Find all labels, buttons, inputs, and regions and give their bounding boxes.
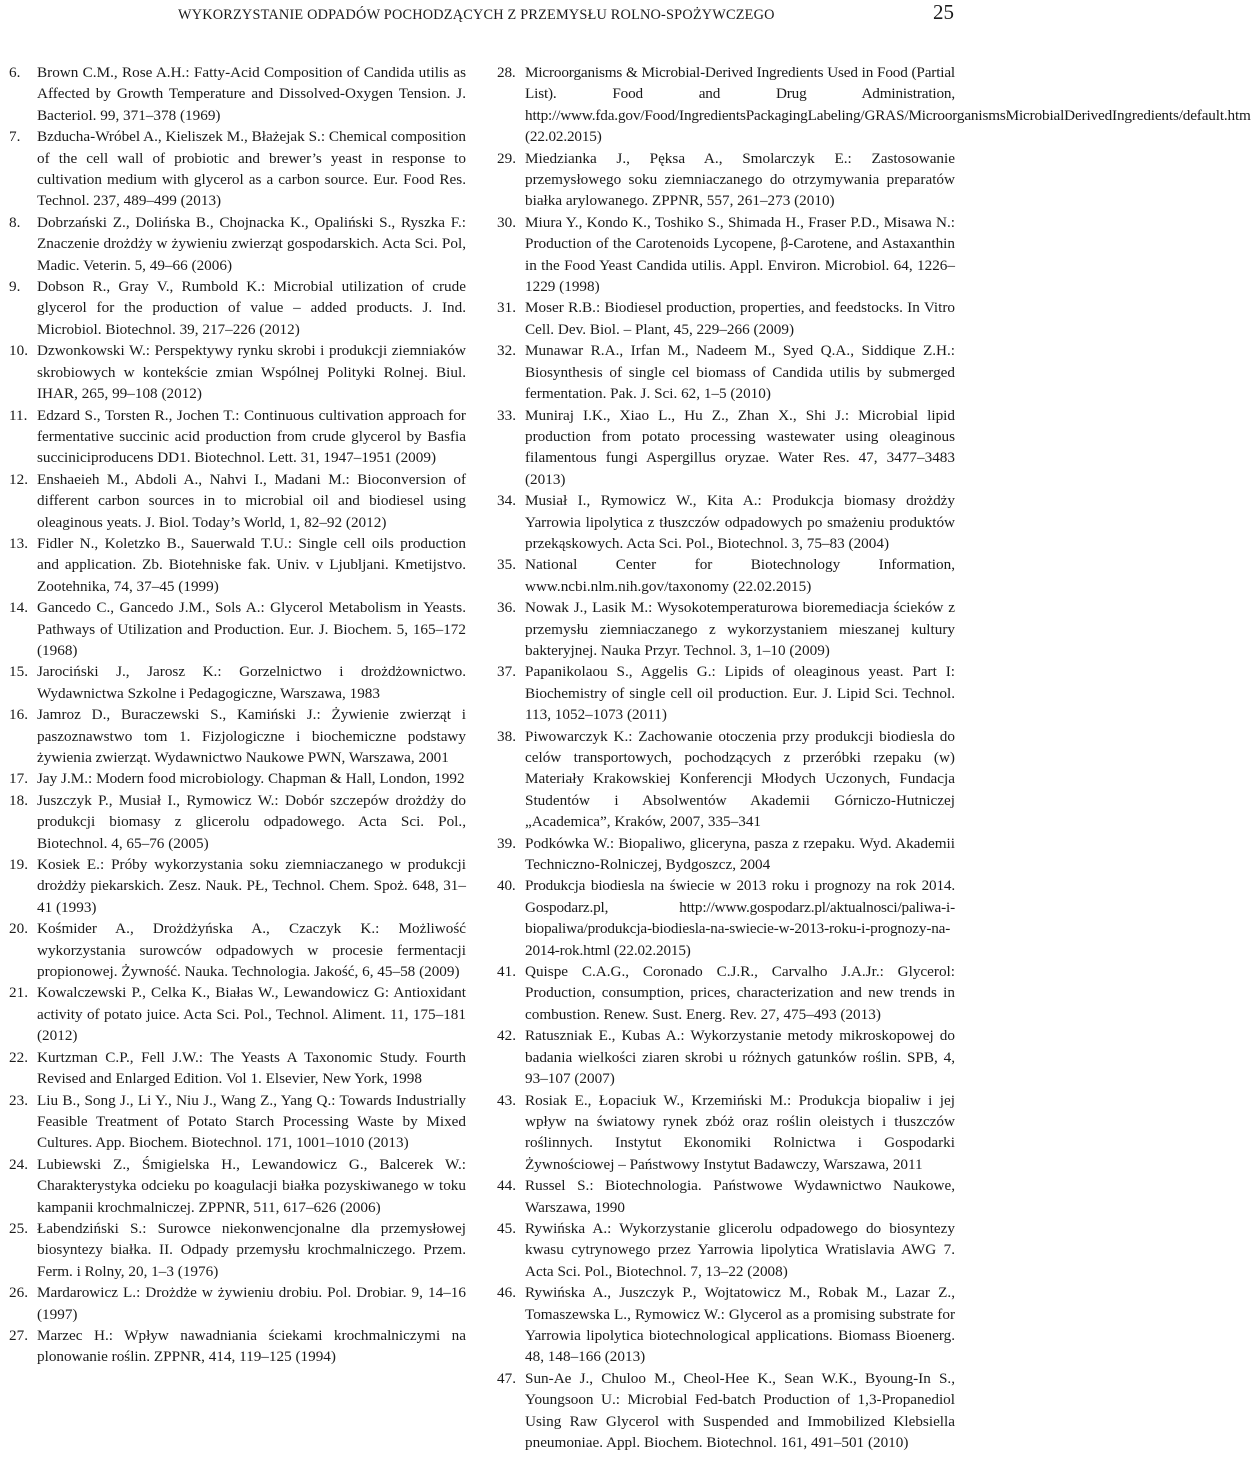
reference-item <box>497 875 955 961</box>
reference-number: 42. <box>497 1027 516 1045</box>
reference-text: Sun-Ae J., Chuloo M., Cheol-Hee K., Sean W.K., Byoung-In S., Youngsoon U.: Microbial Fed-batch Production of 1,3-Propanediol Using Raw Glycerol with Suspended and Immobilized Klebsiella pneumoniae. Appl. Biochem. Biotechnol. 161, 491–501 (2010) <box>525 1369 955 1451</box>
reference-text: Dobson R., Gray V., Rumbold K.: Microbial utilization of crude glycerol for the production of value – added products. J. Ind. Microbiol. Biotechnol. 39, 217–226 (2012) <box>37 278 466 338</box>
reference-number: 16. <box>9 706 28 724</box>
reference-text: Lubiewski Z., Śmigielska H., Lewandowicz G., Balcerek W.: Charakterystyka odcieku po koagulacji białka pozyskiwanego w toku kampanii krochmalniczej. ZPPNR, 511, 617–626 (2006) <box>37 1155 466 1216</box>
reference-item <box>9 1282 466 1325</box>
reference-number: 35. <box>497 556 516 574</box>
reference-number: 21. <box>9 984 28 1002</box>
reference-number: 44. <box>497 1177 516 1195</box>
reference-item <box>497 1282 955 1368</box>
reference-item <box>497 961 955 1025</box>
reference-number: 14. <box>9 599 28 617</box>
reference-text: Muniraj I.K., Xiao L., Hu Z., Zhan X., Shi J.: Microbial lipid production from potato processing wastewater using oleaginous filamentous fungi Aspergillus oryzae. Water Res. 47, 3477–3483 (2013) <box>525 406 955 488</box>
reference-item <box>9 854 466 918</box>
reference-item <box>497 833 955 876</box>
reference-text: Kowalczewski P., Celka K., Białas W., Lewandowicz G: Antioxidant activity of potato juice. Acta Sci. Pol., Technol. Aliment. 11, 175–181 (2012) <box>37 984 466 1045</box>
reference-item <box>9 340 466 404</box>
reference-item <box>9 1047 466 1090</box>
reference-item <box>497 726 955 833</box>
reference-text: Rosiak E., Łopaciuk W., Krzemiński M.: Produkcja biopaliw i jej wpływ na światowy rynek zbóż oraz roślin oleistych i tłuszczów roślinnych. Instytut Ekonomiki Rolnictwa i Gospodarki Żywnościowej – Państwowy Instytut Badawczy, Warszawa, 2011 <box>525 1091 955 1173</box>
reference-number: 31. <box>497 299 516 317</box>
reference-text: Piwowarczyk K.: Zachowanie otoczenia przy produkcji biodiesla do celów transportowych, pochodzących z przeróbki rzepaku (w) Materiały Krakowskiej Konferencji Młodych Uczonych, Fundacja Studentów i Absolwentów Akademii Górniczo-Hutniczej „Academica”, Kraków, 2007, 335–341 <box>525 727 955 831</box>
reference-text: National Center for Biotechnology Information, www.ncbi.nlm.nih.gov/taxonomy (22.02.2015) <box>525 556 955 595</box>
running-header <box>0 0 960 42</box>
reference-item <box>9 469 466 533</box>
reference-item <box>497 340 955 404</box>
reference-item <box>9 1090 466 1154</box>
reference-item <box>497 297 955 340</box>
reference-text: Jamroz D., Buraczewski S., Kamiński J.: Żywienie zwierząt i paszoznawstwo tom 1. Fizjologiczne i biochemiczne podstawy żywienia zwierząt. Wydawnictwo Naukowe PWN, Warszawa, 2001 <box>37 706 466 766</box>
reference-number: 22. <box>9 1048 28 1066</box>
reference-number: 30. <box>497 213 516 231</box>
reference-text: Juszczyk P., Musiał I., Rymowicz W.: Dobór szczepów drożdży do produkcji biomasy z glicerolu odpadowego. Acta Sci. Pol., Biotechnol. 4, 65–76 (2005) <box>37 791 466 852</box>
reference-text: Fidler N., Koletzko B., Sauerwald T.U.: Single cell oils production and application. Zb. Biotehniske fak. Univ. v Ljubljani. Kmetijstvo. Zootehnika, 74, 37–45 (1999) <box>37 534 466 595</box>
reference-item <box>497 597 955 661</box>
reference-text: Kurtzman C.P., Fell J.W.: The Yeasts A Taxonomic Study. Fourth Revised and Enlarged Edition. Vol 1. Elsevier, New York, 1998 <box>37 1048 466 1088</box>
reference-number: 32. <box>497 342 516 360</box>
reference-number: 6. <box>9 64 21 81</box>
reference-text: Jarociński J., Jarosz K.: Gorzelnictwo i drożdżownictwo. Wydawnictwa Szkolne i Pedagogiczne, Warszawa, 1983 <box>37 663 466 702</box>
reference-number: 10. <box>9 342 28 360</box>
reference-number: 17. <box>9 770 28 788</box>
reference-item <box>9 1325 466 1368</box>
reference-item <box>497 148 955 212</box>
reference-text: Ratuszniak E., Kubas A.: Wykorzystanie metody mikroskopowej do badania wielkości ziaren skrobi u różnych gatunków roślin. SPB, 4, 93–107 (2007) <box>525 1027 955 1088</box>
reference-text: Quispe C.A.G., Coronado C.J.R., Carvalho J.A.Jr.: Glycerol: Production, consumption, prices, characterization and new trends in combustion. Renew. Sust. Energ. Rev. 27, 475–493 (2013) <box>525 963 955 1023</box>
reference-text: Miura Y., Kondo K., Toshiko S., Shimada H., Fraser P.D., Misawa N.: Production of the Carotenoids Lycopene, β-Carotene, and Astaxanthin in the Food Yeast Candida utilis. Appl. Environ. Microbiol. 64, 1226–1229 (1998) <box>525 213 955 296</box>
reference-number: 34. <box>497 492 516 510</box>
reference-item <box>497 405 955 491</box>
reference-text: Russel S.: Biotechnologia. Państwowe Wydawnictwo Naukowe, Warszawa, 1990 <box>525 1177 955 1216</box>
reference-number: 36. <box>497 599 516 617</box>
reference-number: 19. <box>9 856 28 874</box>
reference-number: 45. <box>497 1219 516 1237</box>
reference-number: 38. <box>497 727 516 745</box>
reference-text: Papanikolaou S., Aggelis G.: Lipids of oleaginous yeast. Part I: Biochemistry of single cell oil production. Eur. J. Lipid Sci. Technol. 113, 1052–1073 (2011) <box>525 663 955 724</box>
reference-item <box>9 661 466 704</box>
reference-text: Dzwonkowski W.: Perspektywy rynku skrobi i produkcji ziemniaków skrobiowych w kontekście zmian Wspólnej Polityki Rolnej. Biul. IHAR, 265, 99–108 (2012) <box>37 342 466 403</box>
reference-number: 29. <box>497 149 516 167</box>
reference-number: 15. <box>9 663 28 681</box>
reference-item <box>9 790 466 854</box>
reference-number: 39. <box>497 834 516 852</box>
reference-text: Łabendziński S.: Surowce niekonwencjonalne dla przemysłowej biosyntezy białka. II. Odpady przemysłu krochmalniczego. Przem. Ferm. i Rolny, 20, 1–3 (1976) <box>37 1219 466 1280</box>
reference-item <box>497 1175 955 1218</box>
reference-number: 7. <box>9 128 21 146</box>
reference-text: Mardarowicz L.: Drożdże w żywieniu drobiu. Pol. Drobiar. 9, 14–16 (1997) <box>37 1284 466 1323</box>
reference-text: Rywińska A., Juszczyk P., Wojtatowicz M., Robak M., Lazar Z., Tomaszewska L., Rymowicz W.: Glycerol as a promising substrate for Yarrowia lipolytica biotechnological applications. Biomass Bioenerg. 48, 148–166 (2013) <box>525 1284 955 1366</box>
reference-text: Liu B., Song J., Li Y., Niu J., Wang Z., Yang Q.: Towards Industrially Feasible Treatment of Potato Starch Processing Waste by Mixed Cultures. App. Biochem. Biotechnol. 171, 1001–1010 (2013) <box>37 1091 466 1152</box>
reference-text: Brown C.M., Rose A.H.: Fatty-Acid Composition of Candida utilis as Affected by Growth Temperature and Dissolved-Oxygen Tension. J. Bacteriol. 99, 371–378 (1969) <box>37 64 466 124</box>
reference-number: 28. <box>497 64 516 81</box>
running-title: WYKORZYSTANIE ODPADÓW POCHODZĄCYCH Z PRZEMYSŁU ROLNO-SPOŻYWCZEGO <box>178 7 775 23</box>
reference-text: Marzec H.: Wpływ nawadniania ściekami krochmalniczymi na plonowanie roślin. ZPPNR, 414, 119–125 (1994) <box>37 1326 466 1366</box>
reference-number: 24. <box>9 1155 28 1173</box>
reference-number: 23. <box>9 1091 28 1109</box>
reference-text: Kosiek E.: Próby wykorzystania soku ziemniaczanego w produkcji drożdży piekarskich. Zesz. Nauk. PŁ, Technol. Chem. Spoż. 648, 31–41 (1993) <box>37 856 466 916</box>
reference-text: Rywińska A.: Wykorzystanie glicerolu odpadowego do biosyntezy kwasu cytrynowego przez Yarrowia lipolytica Wratislavia AWG 7. Acta Sci. Pol., Biotechnol. 7, 13–22 (2008) <box>525 1219 955 1280</box>
reference-text: Produkcja biodiesla na świecie w 2013 roku i prognozy na rok 2014. Gospodarz.pl, http://www.gospodarz.pl/aktualnosci/paliwa-i-biopaliwa/produkcja-biodiesla-na-swiecie-w-2013-roku-i-prognozy-na-2014-rok.html (22.02.2015) <box>525 877 955 959</box>
reference-text: Bzducha-Wróbel A., Kieliszek M., Błażejak S.: Chemical composition of the cell wall of probiotic and brewer’s yeast in response to cultivation medium with glycerol as a carbon source. Eur. Food Res. Technol. 237, 489–499 (2013) <box>37 128 466 210</box>
reference-number: 20. <box>9 920 28 938</box>
reference-number: 41. <box>497 963 516 981</box>
reference-item <box>9 918 466 982</box>
reference-item <box>497 490 955 554</box>
reference-text: Edzard S., Torsten R., Jochen T.: Continuous cultivation approach for fermentative succinic acid production from crude glycerol by Basfia succiniciproducens DD1. Biotechnol. Lett. 31, 1947–1951 (2009) <box>37 406 466 467</box>
reference-number: 8. <box>9 213 21 231</box>
reference-item <box>9 533 466 597</box>
references-column-left <box>9 62 466 1368</box>
reference-item <box>9 1154 466 1218</box>
reference-text: Gancedo C., Gancedo J.M., Sols A.: Glycerol Metabolism in Yeasts. Pathways of Utilization and Production. Eur. J. Biochem. 5, 165–172 (1968) <box>37 599 466 659</box>
reference-text: Enshaeieh M., Abdoli A., Nahvi I., Madani M.: Bioconversion of different carbon sources in to microbial oil and biodiesel using oleaginous yeats. J. Biol. Today’s World, 1, 82–92 (2012) <box>37 470 466 531</box>
reference-item <box>9 982 466 1046</box>
reference-number: 33. <box>497 406 516 424</box>
reference-item <box>9 405 466 469</box>
reference-item <box>9 704 466 768</box>
reference-text: Nowak J., Lasik M.: Wysokotemperaturowa bioremediacja ścieków z przemysłu ziemniaczanego z wykorzystaniem mieszanej kultury bakteryjnej. Nauka Przyr. Technol. 3, 1–10 (2009) <box>525 599 955 659</box>
reference-number: 27. <box>9 1326 28 1344</box>
reference-text: Podkówka W.: Biopaliwo, gliceryna, pasza z rzepaku. Wyd. Akademii Techniczno-Rolniczej, Bydgoszcz, 2004 <box>525 834 955 874</box>
page-number: 25 <box>933 0 954 24</box>
reference-item <box>497 1090 955 1176</box>
reference-item <box>497 1368 955 1454</box>
reference-number: 13. <box>9 534 28 552</box>
reference-text: Jay J.M.: Modern food microbiology. Chapman & Hall, London, 1992 <box>37 770 465 788</box>
reference-item <box>497 661 955 725</box>
reference-item <box>9 126 466 212</box>
reference-number: 12. <box>9 470 28 488</box>
reference-number: 9. <box>9 278 21 296</box>
reference-number: 25. <box>9 1219 28 1237</box>
reference-item <box>497 62 1251 148</box>
reference-text: Microorganisms & Microbial-Derived Ingredients Used in Food (Partial List). Food and Drug Administration, http://www.fda.gov/Food/IngredientsPackagingLabeling/GRAS/MicroorganismsMicrobialDerivedIngredients/default.htm (22.02.2015) <box>525 64 1251 146</box>
reference-text: Kośmider A., Drożdżyńska A., Czaczyk K.: Możliwość wykorzystania surowców odpadowych w procesie fermentacji propionowej. Żywność. Nauka. Technologia. Jakość, 6, 45–58 (2009) <box>37 920 466 981</box>
reference-number: 43. <box>497 1091 516 1109</box>
reference-number: 18. <box>9 791 28 809</box>
reference-item <box>9 212 466 276</box>
reference-text: Musiał I., Rymowicz W., Kita A.: Produkcja biomasy drożdży Yarrowia lipolytica z tłuszczów odpadowych po smażeniu produktów przekąskowych. Acta Sci. Pol., Biotechnol. 3, 75–83 (2004) <box>525 492 955 552</box>
reference-text: Dobrzański Z., Dolińska B., Chojnacka K., Opaliński S., Ryszka F.: Znaczenie drożdży w żywieniu zwierząt gospodarskich. Acta Sci. Pol, Madic. Veterin. 5, 49–66 (2006) <box>37 213 466 274</box>
reference-number: 26. <box>9 1284 28 1302</box>
reference-number: 37. <box>497 663 516 681</box>
reference-number: 46. <box>497 1284 516 1302</box>
reference-text: Miedzianka J., Pęksa A., Smolarczyk E.: Zastosowanie przemysłowego soku ziemniaczanego do otrzymywania preparatów białka arylowanego. ZPPNR, 557, 261–273 (2010) <box>525 149 955 210</box>
reference-item <box>9 768 466 789</box>
references-column-right <box>497 62 1251 1453</box>
reference-number: 11. <box>9 406 28 424</box>
reference-item <box>497 1218 955 1282</box>
reference-text: Munawar R.A., Irfan M., Nadeem M., Syed Q.A., Siddique Z.H.: Biosynthesis of single cel biomass of Candida utilis by submerged fermentation. Pak. J. Sci. 62, 1–5 (2010) <box>525 342 955 403</box>
reference-item <box>9 62 466 126</box>
reference-item <box>497 554 955 597</box>
reference-item <box>497 212 955 298</box>
reference-item <box>9 597 466 661</box>
reference-number: 47. <box>497 1369 516 1387</box>
reference-number: 40. <box>497 877 516 895</box>
reference-item <box>9 276 466 340</box>
reference-text: Moser R.B.: Biodiesel production, properties, and feedstocks. In Vitro Cell. Dev. Biol. – Plant, 45, 229–266 (2009) <box>525 299 955 338</box>
reference-item <box>497 1025 955 1089</box>
reference-item <box>9 1218 466 1282</box>
